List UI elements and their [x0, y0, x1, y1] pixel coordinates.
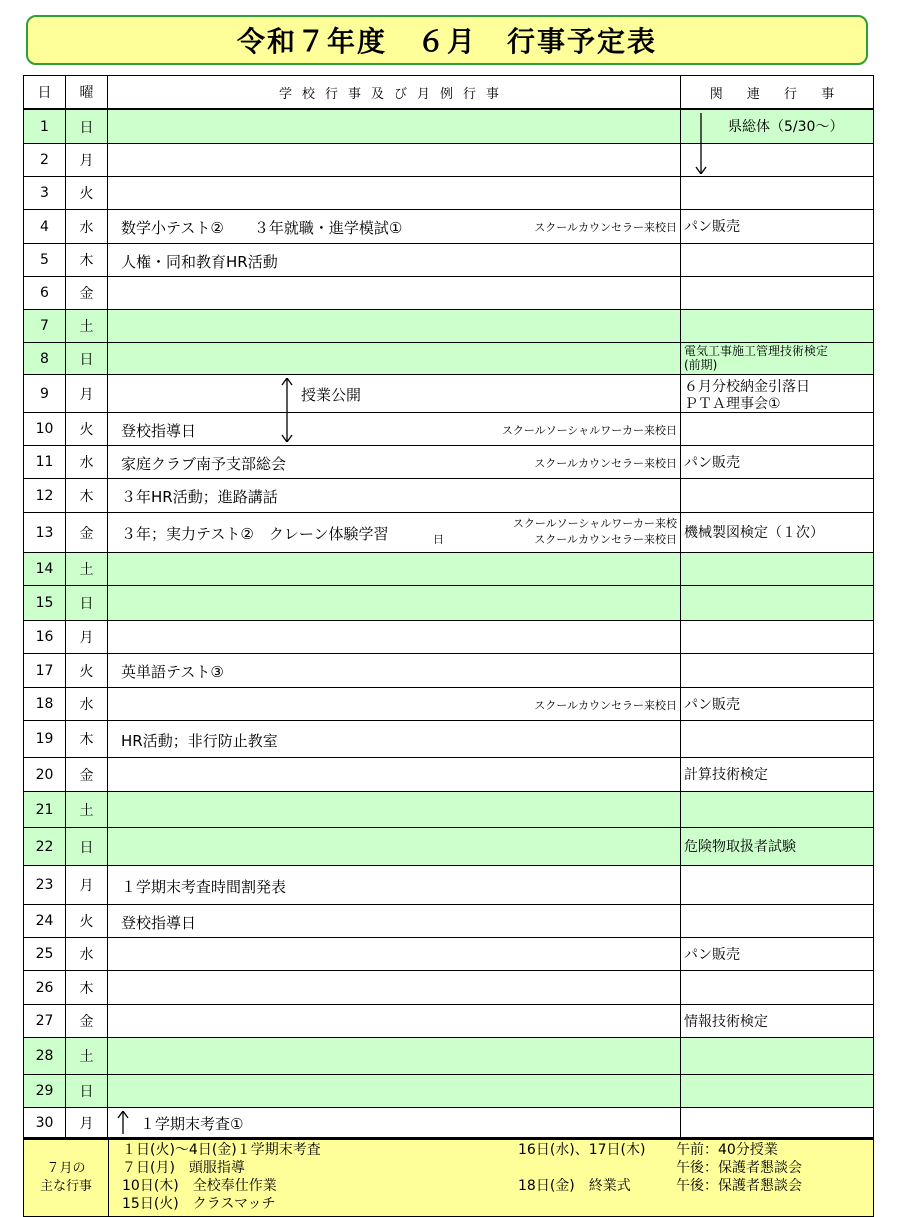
school-event-cell [108, 866, 681, 904]
weekday: 月 [66, 144, 108, 176]
school-event-cell [108, 343, 681, 374]
day-number: 20 [24, 758, 66, 791]
related-event-cell [681, 758, 873, 791]
table-row [24, 938, 873, 971]
july-events-section [24, 1138, 873, 1216]
school-event-cell [108, 144, 681, 176]
related-event-cell [681, 721, 873, 757]
table-row [24, 513, 873, 553]
day-number: 18 [24, 688, 66, 720]
weekday: 金 [66, 513, 108, 552]
event-text: 家庭クラブ南予支部総会 [121, 454, 287, 473]
day-number: 27 [24, 1005, 66, 1037]
school-event-cell [108, 310, 681, 342]
day-number: 30 [24, 1108, 66, 1137]
table-row [24, 446, 873, 479]
table-row [24, 971, 873, 1005]
weekday: 金 [66, 1005, 108, 1037]
july-am-note: 午前：40分授業 [676, 1142, 778, 1158]
table-row [24, 721, 873, 758]
related-event-text: パン販売 [684, 219, 740, 235]
weekday: 日 [66, 586, 108, 620]
july-event-4: 15日(火) クラスマッチ [122, 1196, 276, 1212]
day-number: 8 [24, 343, 66, 374]
day-number: 1 [24, 110, 66, 143]
day-number: 16 [24, 621, 66, 653]
school-event-cell [108, 1075, 681, 1107]
related-event-text: 県総体（5/30～） [728, 119, 844, 135]
header-school-events: 学校行事及び月例行事 [108, 76, 681, 108]
day-number: 12 [24, 479, 66, 512]
school-event-cell [108, 244, 681, 276]
header-weekday: 曜 [66, 76, 108, 108]
weekday: 日 [66, 343, 108, 374]
weekday: 水 [66, 688, 108, 720]
weekday: 木 [66, 971, 108, 1004]
related-event-cell [681, 1005, 873, 1037]
event-text: 数学小テスト② ３年就職・進学模試① [121, 219, 403, 237]
weekday: 土 [66, 1038, 108, 1074]
table-row [24, 144, 873, 177]
page-title: 令和７年度 ６月 行事予定表 [236, 25, 657, 58]
related-event-text: 危険物取扱者試験 [684, 839, 796, 855]
related-event-cell [681, 1108, 873, 1137]
day-number: 28 [24, 1038, 66, 1074]
table-row [24, 1038, 873, 1075]
related-event-cell [681, 446, 873, 478]
table-row [24, 553, 873, 586]
table-row [24, 688, 873, 721]
school-event-cell [108, 375, 681, 412]
day-number: 2 [24, 144, 66, 176]
day-number: 9 [24, 375, 66, 412]
weekday: 土 [66, 553, 108, 585]
table-row [24, 905, 873, 938]
table-row [24, 375, 873, 413]
july-label-line2: 主な行事 [39, 1179, 92, 1194]
counselor-note: スクールカウンセラー来校日 [534, 221, 677, 234]
related-event-cell [681, 513, 873, 552]
school-event-cell [108, 758, 681, 791]
school-event-cell [108, 177, 681, 209]
up-arrow-icon [115, 1111, 131, 1134]
related-event-text: パン販売 [684, 946, 740, 963]
school-event-cell [108, 654, 681, 687]
weekday: 日 [66, 110, 108, 143]
related-event-cell [681, 938, 873, 970]
related-event-cell [681, 828, 873, 865]
july-event-2: ７日(月) 頭服指導 [122, 1160, 245, 1176]
day-number: 7 [24, 310, 66, 342]
weekday: 日 [66, 828, 108, 865]
related-event-cell [681, 277, 873, 309]
related-event-text: 電気工事施工管理技術検定 (前期) [684, 344, 829, 372]
counselor-note: スクールカウンセラー来校日 [534, 456, 677, 470]
day-number: 24 [24, 905, 66, 937]
school-event-cell [108, 1108, 681, 1137]
day-number: 17 [24, 654, 66, 687]
schedule-table [23, 75, 874, 1217]
weekday: 月 [66, 866, 108, 904]
related-event-cell [681, 479, 873, 512]
school-event-cell [108, 828, 681, 865]
table-header [24, 76, 873, 110]
related-event-text: パン販売 [684, 454, 740, 471]
counselor-note: スクールカウンセラー来校日 [534, 698, 677, 712]
weekday: 水 [66, 938, 108, 970]
related-event-cell [681, 971, 873, 1004]
july-event-3: 10日(木) 全校奉仕作業 [122, 1178, 277, 1194]
related-event-text: 情報技術検定 [684, 1013, 768, 1030]
related-event-cell [681, 110, 873, 143]
school-event-cell [108, 586, 681, 620]
related-event-text: パン販売 [684, 696, 740, 713]
counselor-note: スクールソーシャルワーカー来校 [512, 517, 677, 530]
july-events-label [24, 1140, 109, 1216]
weekday: 土 [66, 310, 108, 342]
school-event-cell [108, 413, 681, 445]
school-event-cell [108, 513, 681, 552]
day-number: 3 [24, 177, 66, 209]
weekday: 木 [66, 479, 108, 512]
school-event-cell [108, 446, 681, 478]
weekday: 水 [66, 446, 108, 478]
related-event-cell [681, 244, 873, 276]
related-event-cell [681, 553, 873, 585]
event-text: 登校指導日 [121, 913, 197, 932]
school-event-cell [108, 1038, 681, 1074]
related-event-cell [681, 310, 873, 342]
related-event-cell [681, 1075, 873, 1107]
table-row [24, 413, 873, 446]
related-event-cell [681, 413, 873, 445]
related-event-cell [681, 343, 873, 374]
table-row [24, 479, 873, 513]
weekday: 月 [66, 1108, 108, 1137]
weekday: 日 [66, 1075, 108, 1107]
table-row [24, 343, 873, 375]
header-related-events: 関 連 行 事 [709, 86, 845, 102]
day-number: 19 [24, 721, 66, 757]
table-row [24, 1075, 873, 1108]
weekday: 火 [66, 905, 108, 937]
counselor-note: スクールソーシャルワーカー来校日 [501, 423, 677, 437]
day-number: 29 [24, 1075, 66, 1107]
day-number: 15 [24, 586, 66, 620]
related-event-cell [681, 621, 873, 653]
related-event-cell [681, 375, 873, 412]
day-number: 23 [24, 866, 66, 904]
weekday: 木 [66, 721, 108, 757]
table-row [24, 758, 873, 792]
school-event-cell [108, 971, 681, 1004]
related-event-cell [681, 586, 873, 620]
counselor-note-2: スクールカウンセラー来校日 [534, 533, 677, 546]
table-row [24, 177, 873, 210]
down-arrow-icon [693, 113, 709, 174]
table-row [24, 586, 873, 621]
day-number: 14 [24, 553, 66, 585]
table-row [24, 1005, 873, 1038]
weekday: 土 [66, 792, 108, 827]
day-number: 13 [24, 513, 66, 552]
school-event-cell [108, 621, 681, 653]
day-number: 25 [24, 938, 66, 970]
updown-arrow-icon [279, 378, 295, 442]
related-event-cell [681, 177, 873, 209]
school-event-cell [108, 721, 681, 757]
school-event-cell [108, 277, 681, 309]
school-event-cell [108, 1005, 681, 1037]
weekday: 水 [66, 210, 108, 243]
event-text: 登校指導日 [121, 421, 197, 440]
weekday: 火 [66, 177, 108, 209]
school-event-cell [108, 110, 681, 143]
event-text: ３年；実力テスト② クレーン体験学習 [121, 525, 389, 543]
table-row [24, 654, 873, 688]
table-row [24, 828, 873, 866]
day-number: 6 [24, 277, 66, 309]
event-text: HR活動；非行防止教室 [121, 731, 278, 750]
day-number: 21 [24, 792, 66, 827]
event-text: 授業公開 [301, 386, 362, 404]
related-event-cell [681, 654, 873, 687]
weekday: 木 [66, 244, 108, 276]
day-number: 11 [24, 446, 66, 478]
table-row [24, 621, 873, 654]
event-text: 人権・同和教育HR活動 [121, 252, 278, 271]
related-event-cell [681, 210, 873, 243]
july-pm-note-1: 午後：保護者懇談会 [676, 1160, 802, 1176]
weekday: 金 [66, 277, 108, 309]
table-row [24, 1108, 873, 1138]
school-event-cell [108, 210, 681, 243]
weekday: 火 [66, 413, 108, 445]
event-text: ３年HR活動；進路講話 [121, 488, 278, 506]
table-row [24, 277, 873, 310]
related-event-cell [681, 866, 873, 904]
related-event-text: ６月分校納金引落日 ＰＴＡ理事会① [684, 379, 810, 412]
related-event-text: 計算技術検定 [684, 767, 768, 783]
table-row [24, 244, 873, 277]
table-row [24, 110, 873, 144]
weekday: 火 [66, 654, 108, 687]
school-event-cell [108, 792, 681, 827]
weekday: 月 [66, 375, 108, 412]
related-event-text: 機械製図検定（１次） [684, 525, 824, 541]
weekday: 金 [66, 758, 108, 791]
related-event-cell [681, 1038, 873, 1074]
table-row [24, 866, 873, 905]
related-event-cell [681, 688, 873, 720]
header-day: 日 [24, 76, 66, 108]
july-event-18: 18日(金) 終業式 [518, 1178, 631, 1194]
title-banner [26, 15, 868, 65]
school-event-cell [108, 688, 681, 720]
july-event-1: １日(火)～4日(金)１学期末考査 [122, 1142, 321, 1158]
related-event-cell [681, 792, 873, 827]
day-number: 10 [24, 413, 66, 445]
event-text: １学期末考査時間割発表 [121, 877, 287, 896]
event-text: 英単語テスト③ [121, 663, 224, 681]
table-row [24, 792, 873, 828]
related-event-cell [681, 905, 873, 937]
july-label-line1: ７月の [46, 1161, 86, 1176]
school-event-cell [108, 938, 681, 970]
day-number: 22 [24, 828, 66, 865]
school-event-cell [108, 905, 681, 937]
weekday: 月 [66, 621, 108, 653]
table-row [24, 310, 873, 343]
related-event-cell [681, 144, 873, 176]
school-event-cell [108, 553, 681, 585]
event-text: １学期末考査① [140, 1115, 244, 1133]
july-event-16-17: 16日(水)、17日(木) [518, 1142, 646, 1158]
day-number: 5 [24, 244, 66, 276]
day-number: 4 [24, 210, 66, 243]
day-number: 26 [24, 971, 66, 1004]
table-row [24, 210, 873, 244]
counselor-note-suffix: 日 [433, 533, 444, 546]
school-event-cell [108, 479, 681, 512]
july-pm-note-2: 午後：保護者懇談会 [676, 1178, 802, 1194]
